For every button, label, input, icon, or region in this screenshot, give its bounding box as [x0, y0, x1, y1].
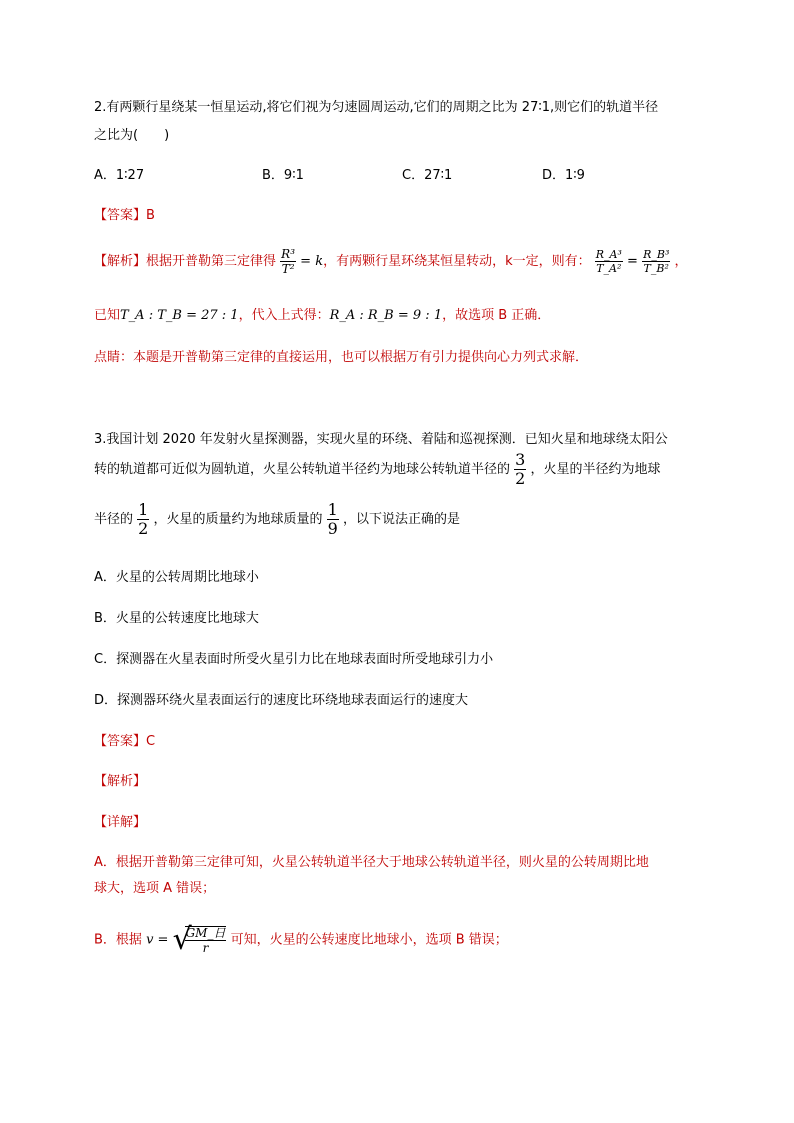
frac-3-2-den: 2: [515, 469, 526, 488]
q2-option-a: A．1∶27: [94, 168, 145, 183]
formula-ratio-right-num: R_B³: [643, 248, 670, 261]
q2-answer-label: 【答案】: [94, 208, 147, 223]
q3-detail-a-line1: A．根据开普勒第三定律可知，火星公转轨道半径大于地球公转轨道半径，则火星的公转周期比地: [94, 855, 649, 870]
formula-kepler: [280, 248, 296, 275]
frac-3-2-num: 3: [515, 450, 526, 469]
q2-comment: 点睛：本题是开普勒第三定律的直接运用，也可以根据万有引力提供向心力列式求解．: [94, 350, 589, 365]
frac-1-2: [137, 502, 149, 537]
q3-stem-line1: 3.我国计划 2020 年发射火星探测器，实现火星的环绕、着陆和巡视探测．已知火星和地球绕太阳公: [94, 432, 668, 447]
formula-v-den: r: [202, 941, 209, 955]
frac-3-2: [514, 452, 526, 487]
formula-ratio-right-den: T_B²: [643, 262, 669, 275]
q3-option-a: A．火星的公转周期比地球小: [94, 570, 259, 585]
q2-known-suffix: ，故选项 B 正确．: [442, 308, 551, 323]
q2-option-d: D．1∶9: [542, 168, 585, 183]
formula-kepler-rhs: = k: [300, 254, 324, 269]
q2-known-prefix: 已知: [94, 308, 121, 323]
formula-kepler-den: T²: [281, 262, 295, 276]
sqrt-sign-icon: √: [172, 922, 192, 957]
q3-analysis-label: 【解析】: [94, 774, 147, 789]
q3-stem-line2: [94, 452, 661, 487]
q3-option-d: D．探测器环绕火星表面运行的速度比环绕地球表面运行的速度大: [94, 693, 469, 708]
formula-v-lhs: v =: [146, 932, 169, 948]
q3-answer-value: C: [146, 734, 156, 749]
formula-ratio-left-num: R_A³: [595, 248, 622, 261]
q3-detail-a-line2: 球大，选项 A 错误；: [94, 881, 216, 896]
q3-stem-line3-c: ，以下说法正确的是: [342, 512, 460, 527]
frac-1-9-num: 1: [327, 500, 338, 519]
frac-1-9: [327, 502, 339, 537]
q3-stem-line3: [94, 502, 460, 537]
q2-known-mid: ，代入上式得：: [238, 308, 330, 323]
q3-answer-label: 【答案】: [94, 734, 147, 749]
frac-1-2-num: 1: [138, 500, 149, 519]
q3-stem-line3-a: 半径的: [94, 512, 134, 527]
q2-analysis-text2: ，有两颗行星环绕某恒星转动，k一定，则有：: [323, 254, 591, 269]
formula-kepler-num: R³: [281, 247, 296, 261]
q2-analysis: 【解析】根据开普勒第三定律得 $\frac{\text{R³}}{\text{T²}}$ = k，有两颗行星环绕某恒星转动，k一定，则有： $\frac{\text{R\_A³}}{\text{T\_A²}}$ = $\frac{\text{R\_B³}}{\text{T\_B²}}$ ，: [94, 247, 688, 276]
q3-answer: [94, 730, 155, 749]
q2-stem-line2: 之比为( ): [94, 128, 170, 143]
q2-analysis-text1: 根据开普勒第三定律得: [146, 254, 277, 269]
q2-analysis-text3: ，: [674, 254, 688, 269]
formula-v-sqrt: [172, 922, 227, 957]
q2-option-b: B．9∶1: [262, 168, 304, 183]
formula-ratio-left-den: T_A²: [596, 262, 622, 275]
frac-1-2-den: 2: [138, 519, 149, 538]
q2-known-ratio: T_A : T_B = 27 : 1: [120, 308, 239, 323]
q2-known: [94, 304, 550, 323]
q3-detail-b: [94, 922, 508, 957]
q3-stem-line2-a: 转的轨道都可近似为圆轨道，火星公转轨道半径约为地球公转轨道半径的: [94, 462, 511, 477]
q2-stem-line1: 2.有两颗行星绕某一恒星运动,将它们视为匀速圆周运动,它们的周期之比为 27∶1,则它们的轨道半径: [94, 100, 659, 115]
q3-stem-line3-b: ，火星的质量约为地球质量的: [153, 512, 323, 527]
formula-ratio-left: [595, 249, 623, 274]
q2-answer-value: B: [146, 208, 155, 223]
formula-ratio-right: [642, 249, 670, 274]
q2-result-ratio: R_A : R_B = 9 : 1: [329, 308, 443, 323]
frac-1-9-den: 9: [327, 519, 338, 538]
q3-option-b: B．火星的公转速度比地球大: [94, 611, 259, 626]
q3-detail-b-prefix: B．根据: [94, 932, 142, 948]
q3-detail-label: 【详解】: [94, 815, 147, 830]
q2-answer: [94, 204, 155, 223]
formula-v-num: GM_日: [185, 926, 226, 940]
q3-detail-b-suffix: 可知，火星的公转速度比地球小，选项 B 错误；: [230, 932, 508, 948]
q2-analysis-label: 【解析】: [94, 254, 147, 269]
q2-option-c: C．27∶1: [402, 168, 453, 183]
q3-option-c: C．探测器在火星表面时所受火星引力比在地球表面时所受地球引力小: [94, 652, 494, 667]
q3-stem-line2-b: ，火星的半径约为地球: [530, 462, 661, 477]
